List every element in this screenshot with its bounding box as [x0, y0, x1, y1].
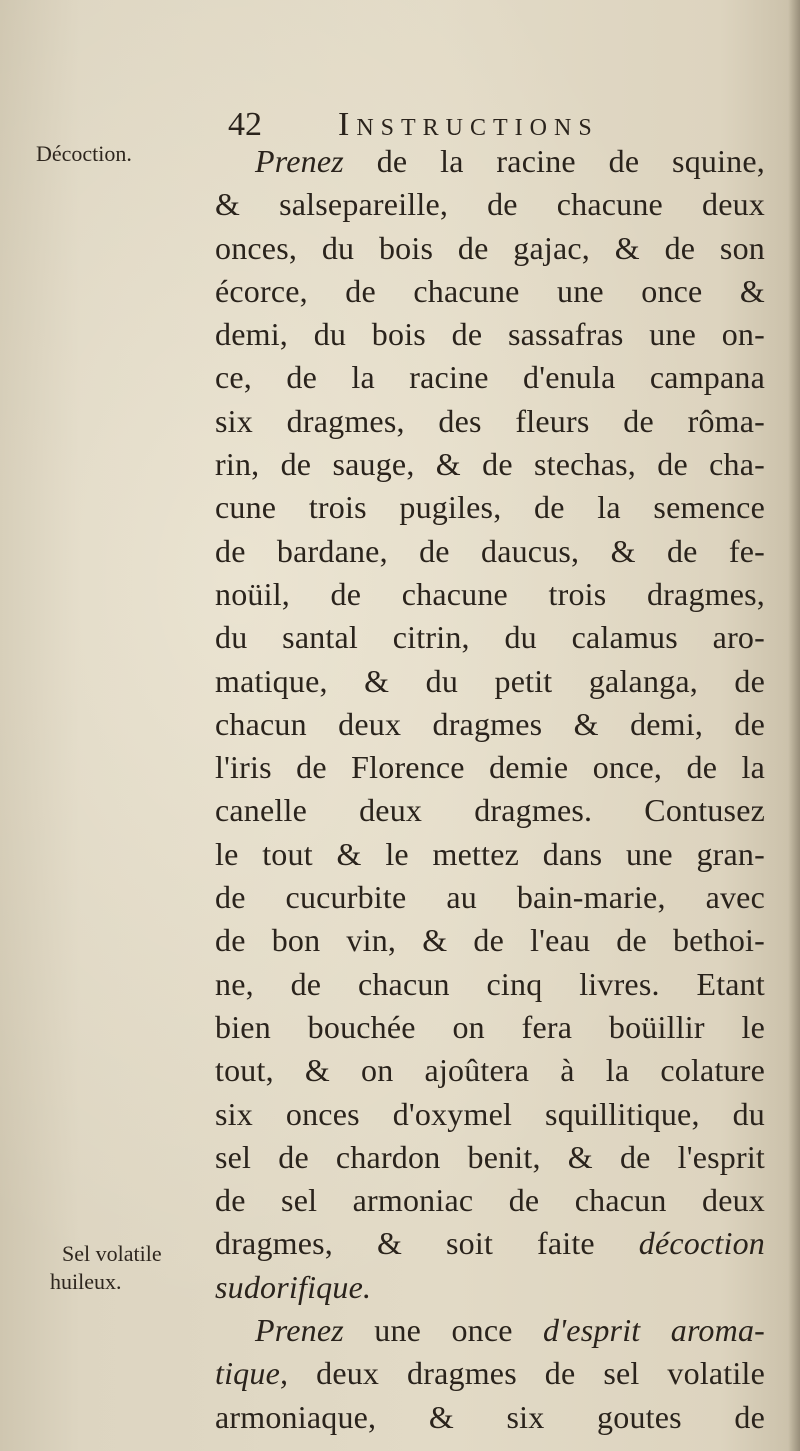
text-line [215, 356, 765, 399]
text-line [215, 1093, 765, 1136]
roman-text: bien bouchée on fera boüillir le [215, 1008, 765, 1045]
italic-text: décoction [638, 1225, 765, 1262]
roman-text: de bon vin, & de l'eau de bethoi- [215, 922, 765, 959]
text-line [215, 789, 765, 832]
roman-text: de cucurbite au bain-marie, avec [215, 879, 765, 916]
text-line [215, 270, 765, 313]
text-line [215, 660, 765, 703]
margin-note-sel-volatile: Sel volatile [62, 1241, 162, 1266]
text-line [215, 313, 765, 356]
roman-text: tout, & on ajoûtera à la colature [215, 1052, 765, 1089]
text-line [215, 1136, 765, 1179]
text-line [215, 833, 765, 876]
text-line [215, 1266, 765, 1309]
roman-text: cune trois pugiles, de la semence [215, 489, 765, 526]
roman-text: ce, de la racine d'enula campana [215, 359, 765, 396]
roman-text: écorce, de chacune une once & [215, 272, 765, 309]
margin-note-decoction: Décoction. [36, 141, 132, 166]
text-line [215, 1309, 765, 1352]
italic-text: tique, [215, 1355, 289, 1392]
roman-text: dragmes, & soit faite [215, 1225, 639, 1262]
text-line [215, 919, 765, 962]
roman-text: six onces d'oxymel squillitique, du [215, 1095, 765, 1132]
roman-text: chacun deux dragmes & demi, de [215, 705, 765, 742]
roman-text: sel de chardon benit, & de l'esprit [215, 1138, 765, 1175]
roman-text: ne, de chacun cinq livres. Etant [215, 965, 765, 1002]
italic-text: Prenez [255, 1312, 344, 1349]
text-line [215, 1006, 765, 1049]
italic-text: sudorifique. [215, 1268, 372, 1305]
roman-text: demi, du bois de sassafras une on- [215, 316, 765, 353]
text-line [215, 1222, 765, 1265]
text-line [215, 703, 765, 746]
roman-text: l'iris de Florence demie once, de la [215, 749, 765, 786]
text-line [215, 876, 765, 919]
text-line [215, 183, 765, 226]
roman-text: une once [343, 1312, 544, 1349]
italic-text: d'esprit aroma- [543, 1312, 765, 1349]
body-text [215, 140, 765, 1439]
text-line [215, 746, 765, 789]
italic-text: Prenez [255, 143, 344, 179]
text-line [215, 140, 765, 183]
roman-text: noüil, de chacune trois dragmes, [215, 575, 765, 612]
text-line [215, 573, 765, 616]
page-number: 42 [228, 106, 262, 143]
roman-text: de la racine de squine, [343, 143, 765, 179]
roman-text: deux dragmes de sel volatile [288, 1355, 765, 1392]
margin-note-huileux: huileux. [50, 1269, 122, 1294]
text-line [215, 486, 765, 529]
roman-text: armoniaque, & six goutes de [215, 1398, 765, 1435]
text-line [215, 227, 765, 270]
text-line [215, 1049, 765, 1092]
roman-text: onces, du bois de gajac, & de son [215, 229, 765, 266]
roman-text: matique, & du petit galanga, de [215, 662, 765, 699]
text-line [215, 530, 765, 573]
text-line [215, 443, 765, 486]
roman-text: six dragmes, des fleurs de rôma- [215, 402, 765, 439]
roman-text: le tout & le mettez dans une gran- [215, 835, 765, 872]
text-line [215, 400, 765, 443]
roman-text: de bardane, de daucus, & de fe- [215, 532, 765, 569]
text-line [215, 616, 765, 659]
running-head: Instructions [338, 106, 599, 143]
text-line [215, 963, 765, 1006]
roman-text: canelle deux dragmes. Contusez [215, 792, 765, 829]
roman-text: & salsepareille, de chacune deux [215, 186, 765, 223]
text-line [215, 1352, 765, 1395]
text-line [215, 1179, 765, 1222]
roman-text: rin, de sauge, & de stechas, de cha- [215, 446, 765, 483]
roman-text: de sel armoniac de chacun deux [215, 1182, 765, 1219]
text-line [215, 1396, 765, 1439]
roman-text: du santal citrin, du calamus aro- [215, 619, 765, 656]
page-edge-shadow [788, 0, 800, 1451]
